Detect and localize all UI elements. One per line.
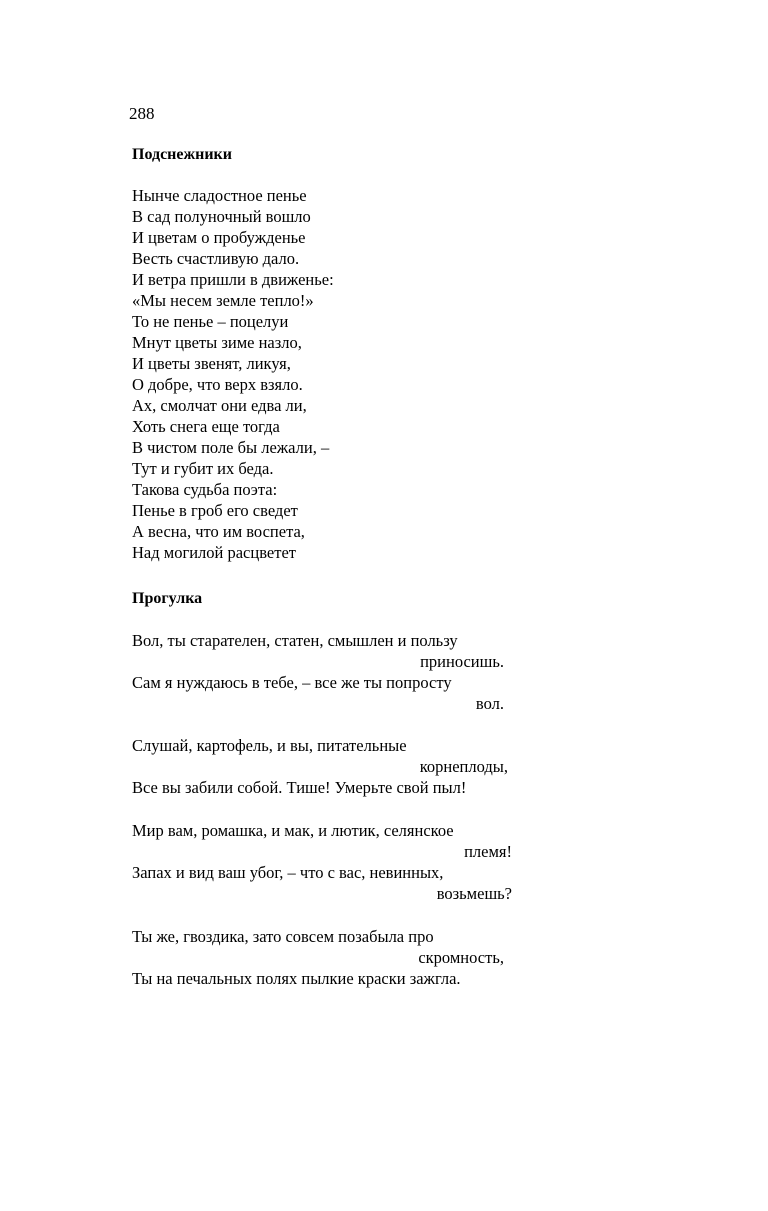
poem-line: Ты на печальных полях пылкие краски зажгла.	[132, 969, 461, 988]
poem-title-progulka: Прогулка	[132, 590, 203, 607]
poem-line: Мир вам, ромашка, и мак, и лютик, селянское	[132, 821, 454, 840]
poem-line: Пенье в гроб его сведет	[132, 501, 298, 520]
poem-line: Ты же, гвоздика, зато совсем позабыла про	[132, 927, 434, 946]
poem-line: Нынче сладостное пенье	[132, 186, 307, 205]
poem-line: О добре, что верх взяло.	[132, 375, 303, 394]
poem-line: Слушай, картофель, и вы, питательные	[132, 736, 407, 755]
poem-line: Весть счастливую дало.	[132, 249, 300, 268]
poem-line: Сам я нуждаюсь в тебе, – все же ты попросту	[132, 673, 452, 692]
poem-progulka-stanza-1	[132, 630, 504, 714]
poem-line: Все вы забили собой. Тише! Умерьте свой пыл!	[132, 778, 467, 797]
poem-line-continuation: вол.	[475, 694, 504, 713]
poem-line-continuation: племя!	[464, 842, 512, 861]
poem-line: То не пенье – поцелуи	[132, 312, 289, 331]
poem-line: И цветам о пробужденье	[132, 228, 306, 247]
poem-line: Вол, ты старателен, статен, смышлен и пользу	[132, 631, 458, 650]
poem-progulka-stanza-4	[132, 926, 504, 989]
poem-line: А весна, что им воспета,	[132, 522, 305, 541]
poem-line-continuation: корнеплоды,	[419, 757, 508, 776]
poem-line-continuation: приносишь.	[420, 652, 504, 671]
poem-line: Мнут цветы зиме назло,	[132, 333, 302, 352]
poem-progulka-stanza-2	[132, 735, 508, 798]
poem-podsnezhniki-text	[132, 185, 492, 563]
poem-line: Тут и губит их беда.	[132, 459, 274, 478]
poem-title-podsnezhniki: Подснежники	[132, 146, 232, 163]
poem-line: И ветра пришли в движенье:	[132, 270, 334, 289]
poem-line: Запах и вид ваш убог, – что с вас, невинных,	[132, 863, 444, 882]
page-number: 288	[129, 104, 155, 123]
poem-progulka-stanza-3	[132, 820, 512, 904]
poem-line: И цветы звенят, ликуя,	[132, 354, 291, 373]
poem-line: В чистом поле бы лежали, –	[132, 438, 330, 457]
poem-line: Ах, смолчат они едва ли,	[132, 396, 307, 415]
poem-line: В сад полуночный вошло	[132, 207, 311, 226]
poem-line: Хоть снега еще тогда	[132, 417, 280, 436]
poem-line: «Мы несем земле тепло!»	[132, 291, 314, 310]
poem-line-continuation: возьмешь?	[436, 884, 512, 903]
poem-line-continuation: скромность,	[418, 948, 504, 967]
poem-line: Над могилой расцветет	[132, 543, 296, 562]
poem-line: Такова судьба поэта:	[132, 480, 278, 499]
